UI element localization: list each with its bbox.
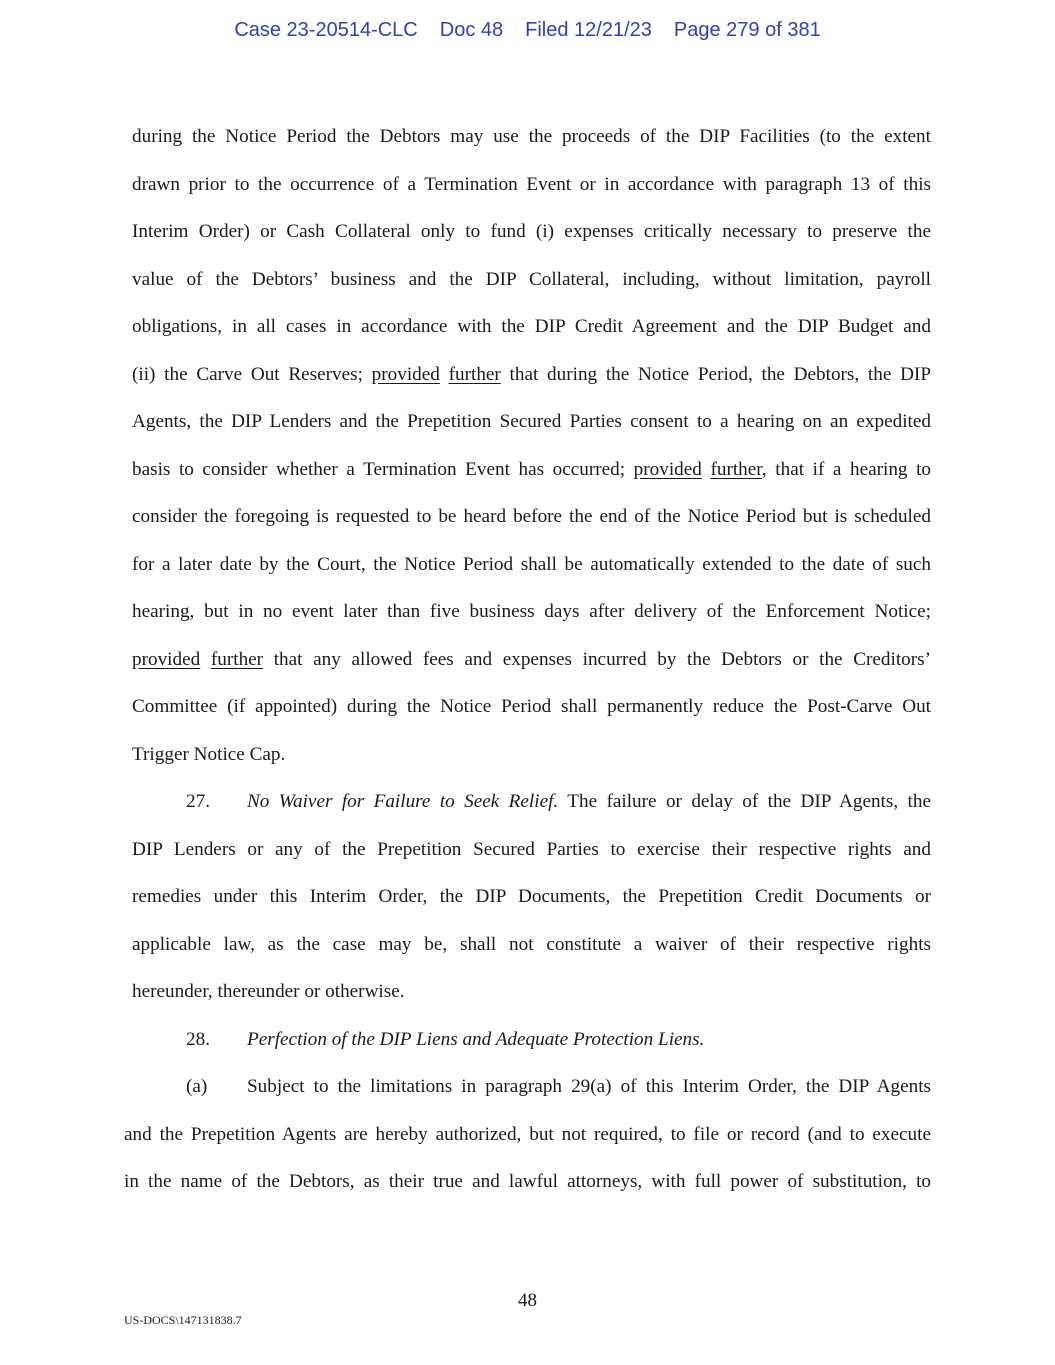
text-run: that during the Notice Period, the Debtors, the DIP: [509, 364, 931, 385]
underlined-term: provided: [371, 364, 440, 385]
text-run: (ii) the Carve Out Reserves;: [132, 364, 363, 385]
paragraph-27-first-line: [186, 791, 931, 813]
page-number: 48: [518, 1290, 537, 1311]
paragraph-28-heading: [186, 1029, 931, 1051]
underlined-term: provided: [633, 459, 702, 480]
body-line: applicable law, as the case may be, shall not constitute a waiver of their respective rights: [132, 934, 931, 955]
text-run: The failure or delay of the DIP Agents, the: [567, 791, 931, 812]
document-id: US-DOCS\147131838.7: [124, 1313, 242, 1327]
body-line: for a later date by the Court, the Notice Period shall be automatically extended to the date of such: [132, 554, 931, 575]
body-line: Trigger Notice Cap.: [132, 744, 286, 765]
underlined-term: provided: [132, 649, 201, 670]
paragraph-heading: No Waiver for Failure to Seek Relief.: [247, 791, 559, 812]
body-line: [132, 649, 931, 671]
text-run: , that if a hearing to: [761, 459, 932, 480]
case-number: Case 23-20514-CLC: [234, 19, 418, 41]
body-line: in the name of the Debtors, as their true and lawful attorneys, with full power of substitution, to: [124, 1171, 931, 1192]
body-line: [132, 364, 931, 386]
underlined-term: further: [210, 649, 264, 670]
body-line: during the Notice Period the Debtors may use the proceeds of the DIP Facilities (to the extent: [132, 126, 931, 147]
body-line: hereunder, thereunder or otherwise.: [132, 981, 405, 1002]
text-run: basis to consider whether a Termination Event has occurred;: [132, 459, 626, 480]
body-line: Committee (if appointed) during the Notice Period shall permanently reduce the Post-Carve Out: [132, 696, 931, 717]
underlined-term: further: [448, 364, 501, 385]
paragraph-number: 28.: [186, 1029, 210, 1050]
text-run: that any allowed fees and expenses incurred by the Debtors or the Creditors’: [273, 649, 931, 670]
filed-date: Filed 12/21/23: [525, 19, 652, 41]
paragraph-heading: Perfection of the DIP Liens and Adequate Protection Liens.: [247, 1029, 705, 1050]
doc-number: Doc 48: [439, 19, 504, 41]
subparagraph-a-first-line: [186, 1076, 931, 1098]
paragraph-number: 27.: [186, 791, 210, 812]
text-run: Subject to the limitations in paragraph 29(a) of this Interim Order, the DIP Agents: [247, 1076, 931, 1097]
body-line: obligations, in all cases in accordance with the DIP Credit Agreement and the DIP Budget and: [132, 316, 931, 337]
case-header: [0, 19, 1055, 42]
body-line: remedies under this Interim Order, the DIP Documents, the Prepetition Credit Documents or: [132, 886, 931, 907]
subparagraph-label: (a): [186, 1076, 208, 1097]
body-line: DIP Lenders or any of the Prepetition Secured Parties to exercise their respective rights and: [132, 839, 931, 860]
body-line: consider the foregoing is requested to be heard before the end of the Notice Period but is scheduled: [132, 506, 931, 527]
body-line: value of the Debtors’ business and the DIP Collateral, including, without limitation, payroll: [132, 269, 931, 290]
page-of-total: Page 279 of 381: [673, 19, 821, 41]
body-line: [132, 459, 931, 481]
body-line: Interim Order) or Cash Collateral only to fund (i) expenses critically necessary to preserve the: [132, 221, 931, 242]
body-line: and the Prepetition Agents are hereby authorized, but not required, to file or record (and to execute: [124, 1124, 931, 1145]
body-line: drawn prior to the occurrence of a Termination Event or in accordance with paragraph 13 of this: [132, 174, 931, 195]
underlined-term: further: [710, 459, 762, 480]
body-line: hearing, but in no event later than five business days after delivery of the Enforcement Notice;: [132, 601, 931, 622]
body-line: Agents, the DIP Lenders and the Prepetition Secured Parties consent to a hearing on an expedited: [132, 411, 931, 432]
